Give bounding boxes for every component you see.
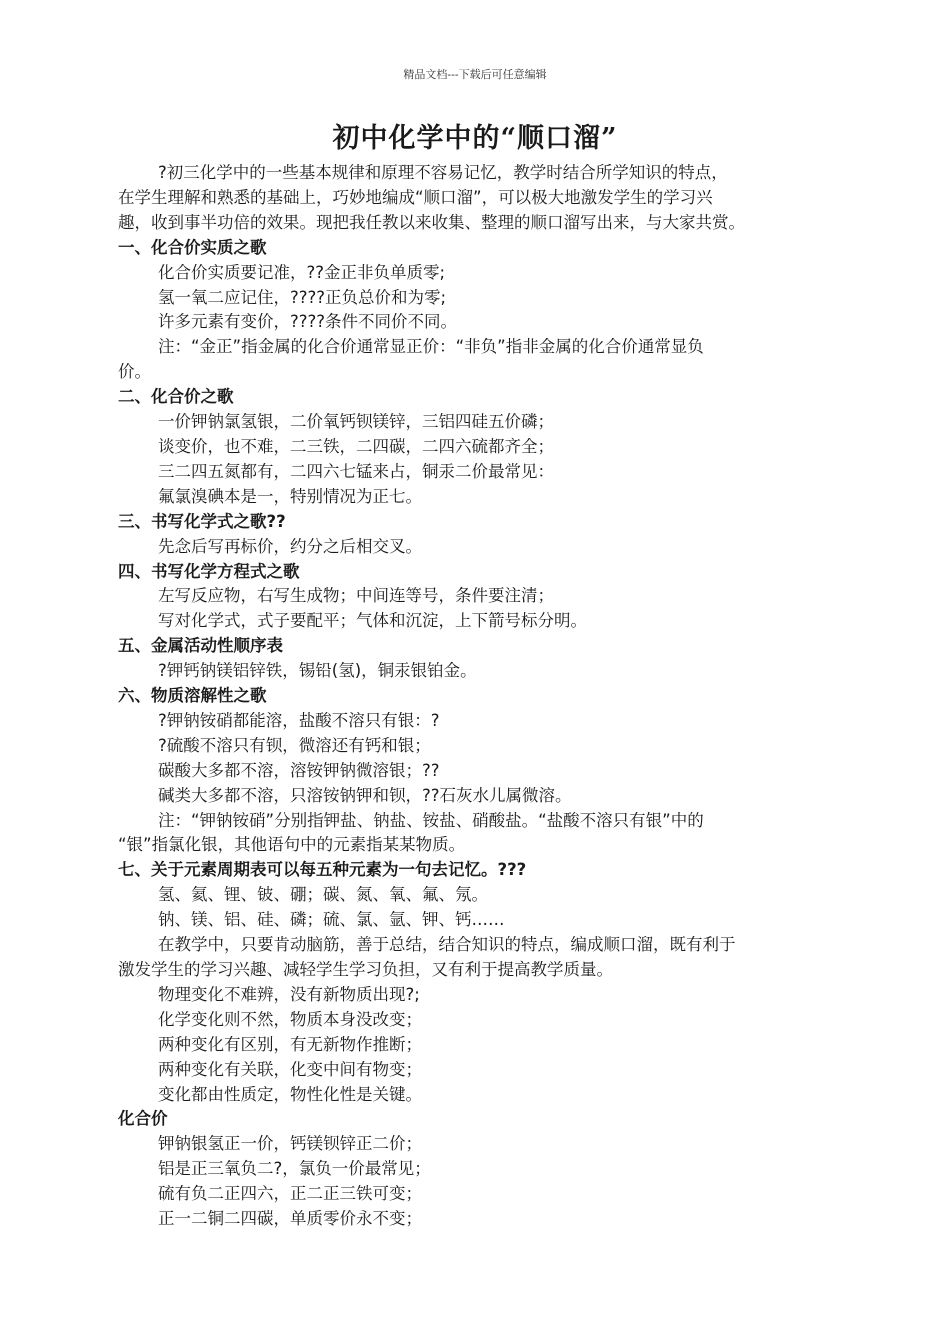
text-line: 正一二铜二四碳，单质零价永不变； [158,1209,422,1229]
text-line: 注：“金正”指金属的化合价通常显正价：“非负”指非金属的化合价通常显负 [158,337,704,357]
text-line: 趣，收到事半功倍的效果。现把我任教以来收集、整理的顺口溜写出来，与大家共赏。 [118,212,745,232]
text-line: ?钾钠铵硝都能溶，盐酸不溶只有银：? [158,710,440,730]
text-line: ?硫酸不溶只有钡，微溶还有钙和银； [158,735,431,755]
text-line: 谈变价，也不难，二三铁，二四碳，二四六硫都齐全； [158,436,554,456]
header-note: 精品文档---下载后可任意编辑 [403,68,547,81]
document-body [118,161,840,1232]
text-line: 氟氯溴碘本是一，特别情况为正七。 [158,486,422,506]
text-line: ?钾钙钠镁铝锌铁，锡铅(氢)，铜汞银铂金。 [158,661,477,681]
text-line: 左写反应物，右写生成物；中间连等号，条件要注清； [158,586,554,606]
text-line: 价。 [118,362,151,382]
text-line: 先念后写再标价，约分之后相交叉。 [158,536,422,556]
text-line: 在学生理解和熟悉的基础上，巧妙地编成“顺口溜”，可以极大地激发学生的学习兴 [118,187,713,207]
text-line: 氢、氦、锂、铍、硼；碳、氮、氧、氟、氖。 [158,885,488,905]
text-line: 物理变化不难辨，没有新物质出现?; [158,984,420,1004]
text-line: 两种变化有区别，有无新物作推断； [158,1034,422,1054]
text-line: 硫有负二正四六，正二正三铁可变； [158,1184,422,1204]
text-line: 氢一氧二应记住，????正负总价和为零; [158,287,447,307]
text-line: 激发学生的学习兴趣、减轻学生学习负担，又有利于提高教学质量。 [118,960,613,979]
text-line: 钾钠银氢正一价，钙镁钡锌正二价； [158,1134,422,1154]
text-line: 钠、镁、铝、硅、磷；硫、氯、氩、钾、钙…… [158,910,505,930]
text-line: ?初三化学中的一些基本规律和原理不容易记忆，教学时结合所学知识的特点， [158,163,728,182]
section-heading: 三、书写化学式之歌?? [118,511,286,531]
section-heading: 化合价 [118,1109,168,1129]
text-line: 化学变化则不然，物质本身没改变； [158,1009,422,1029]
text-line: 两种变化有关联，化变中间有物变； [158,1059,422,1079]
section-heading: 五、金属活动性顺序表 [118,636,283,656]
section-heading: 七、关于元素周期表可以每五种元素为一句去记忆。??? [118,860,527,880]
text-line: 变化都由性质定，物性化性是关键。 [158,1084,422,1104]
text-line: 写对化学式，式子要配平；气体和沉淀，上下箭号标分明。 [158,611,587,631]
section-heading: 一、化合价实质之歌 [118,237,267,257]
text-line: 铝是正三氧负二?，氯负一价最常见； [158,1159,431,1179]
text-line: 三二四五氮都有，二四六七锰来占，铜汞二价最常见： [158,461,554,481]
text-line: 在教学中，只要肯动脑筋，善于总结，结合知识的特点，编成顺口溜，既有利于 [158,935,736,955]
text-line: 一价钾钠氯氢银，二价氧钙钡镁锌，三铝四硅五价磷； [158,412,554,432]
text-line: 碳酸大多都不溶，溶铵钾钠微溶银；?? [158,760,440,780]
section-heading: 四、书写化学方程式之歌 [118,561,300,581]
document-title: 初中化学中的“顺口溜” [332,123,618,154]
text-line: 许多元素有变价，????条件不同价不同。 [158,312,458,332]
section-heading: 六、物质溶解性之歌 [118,686,267,706]
text-line: 化合价实质要记准，??金正非负单质零; [158,262,446,282]
text-line: 注：“钾钠铵硝”分别指钾盐、钠盐、铵盐、硝酸盐。“盐酸不溶只有银”中的 [158,810,704,830]
text-line: “银”指氯化银，其他语句中的元素指某某物质。 [118,835,466,855]
section-heading: 二、化合价之歌 [118,387,234,407]
text-line: 碱类大多都不溶，只溶铵钠钾和钡，??石灰水儿属微溶。 [158,785,572,805]
